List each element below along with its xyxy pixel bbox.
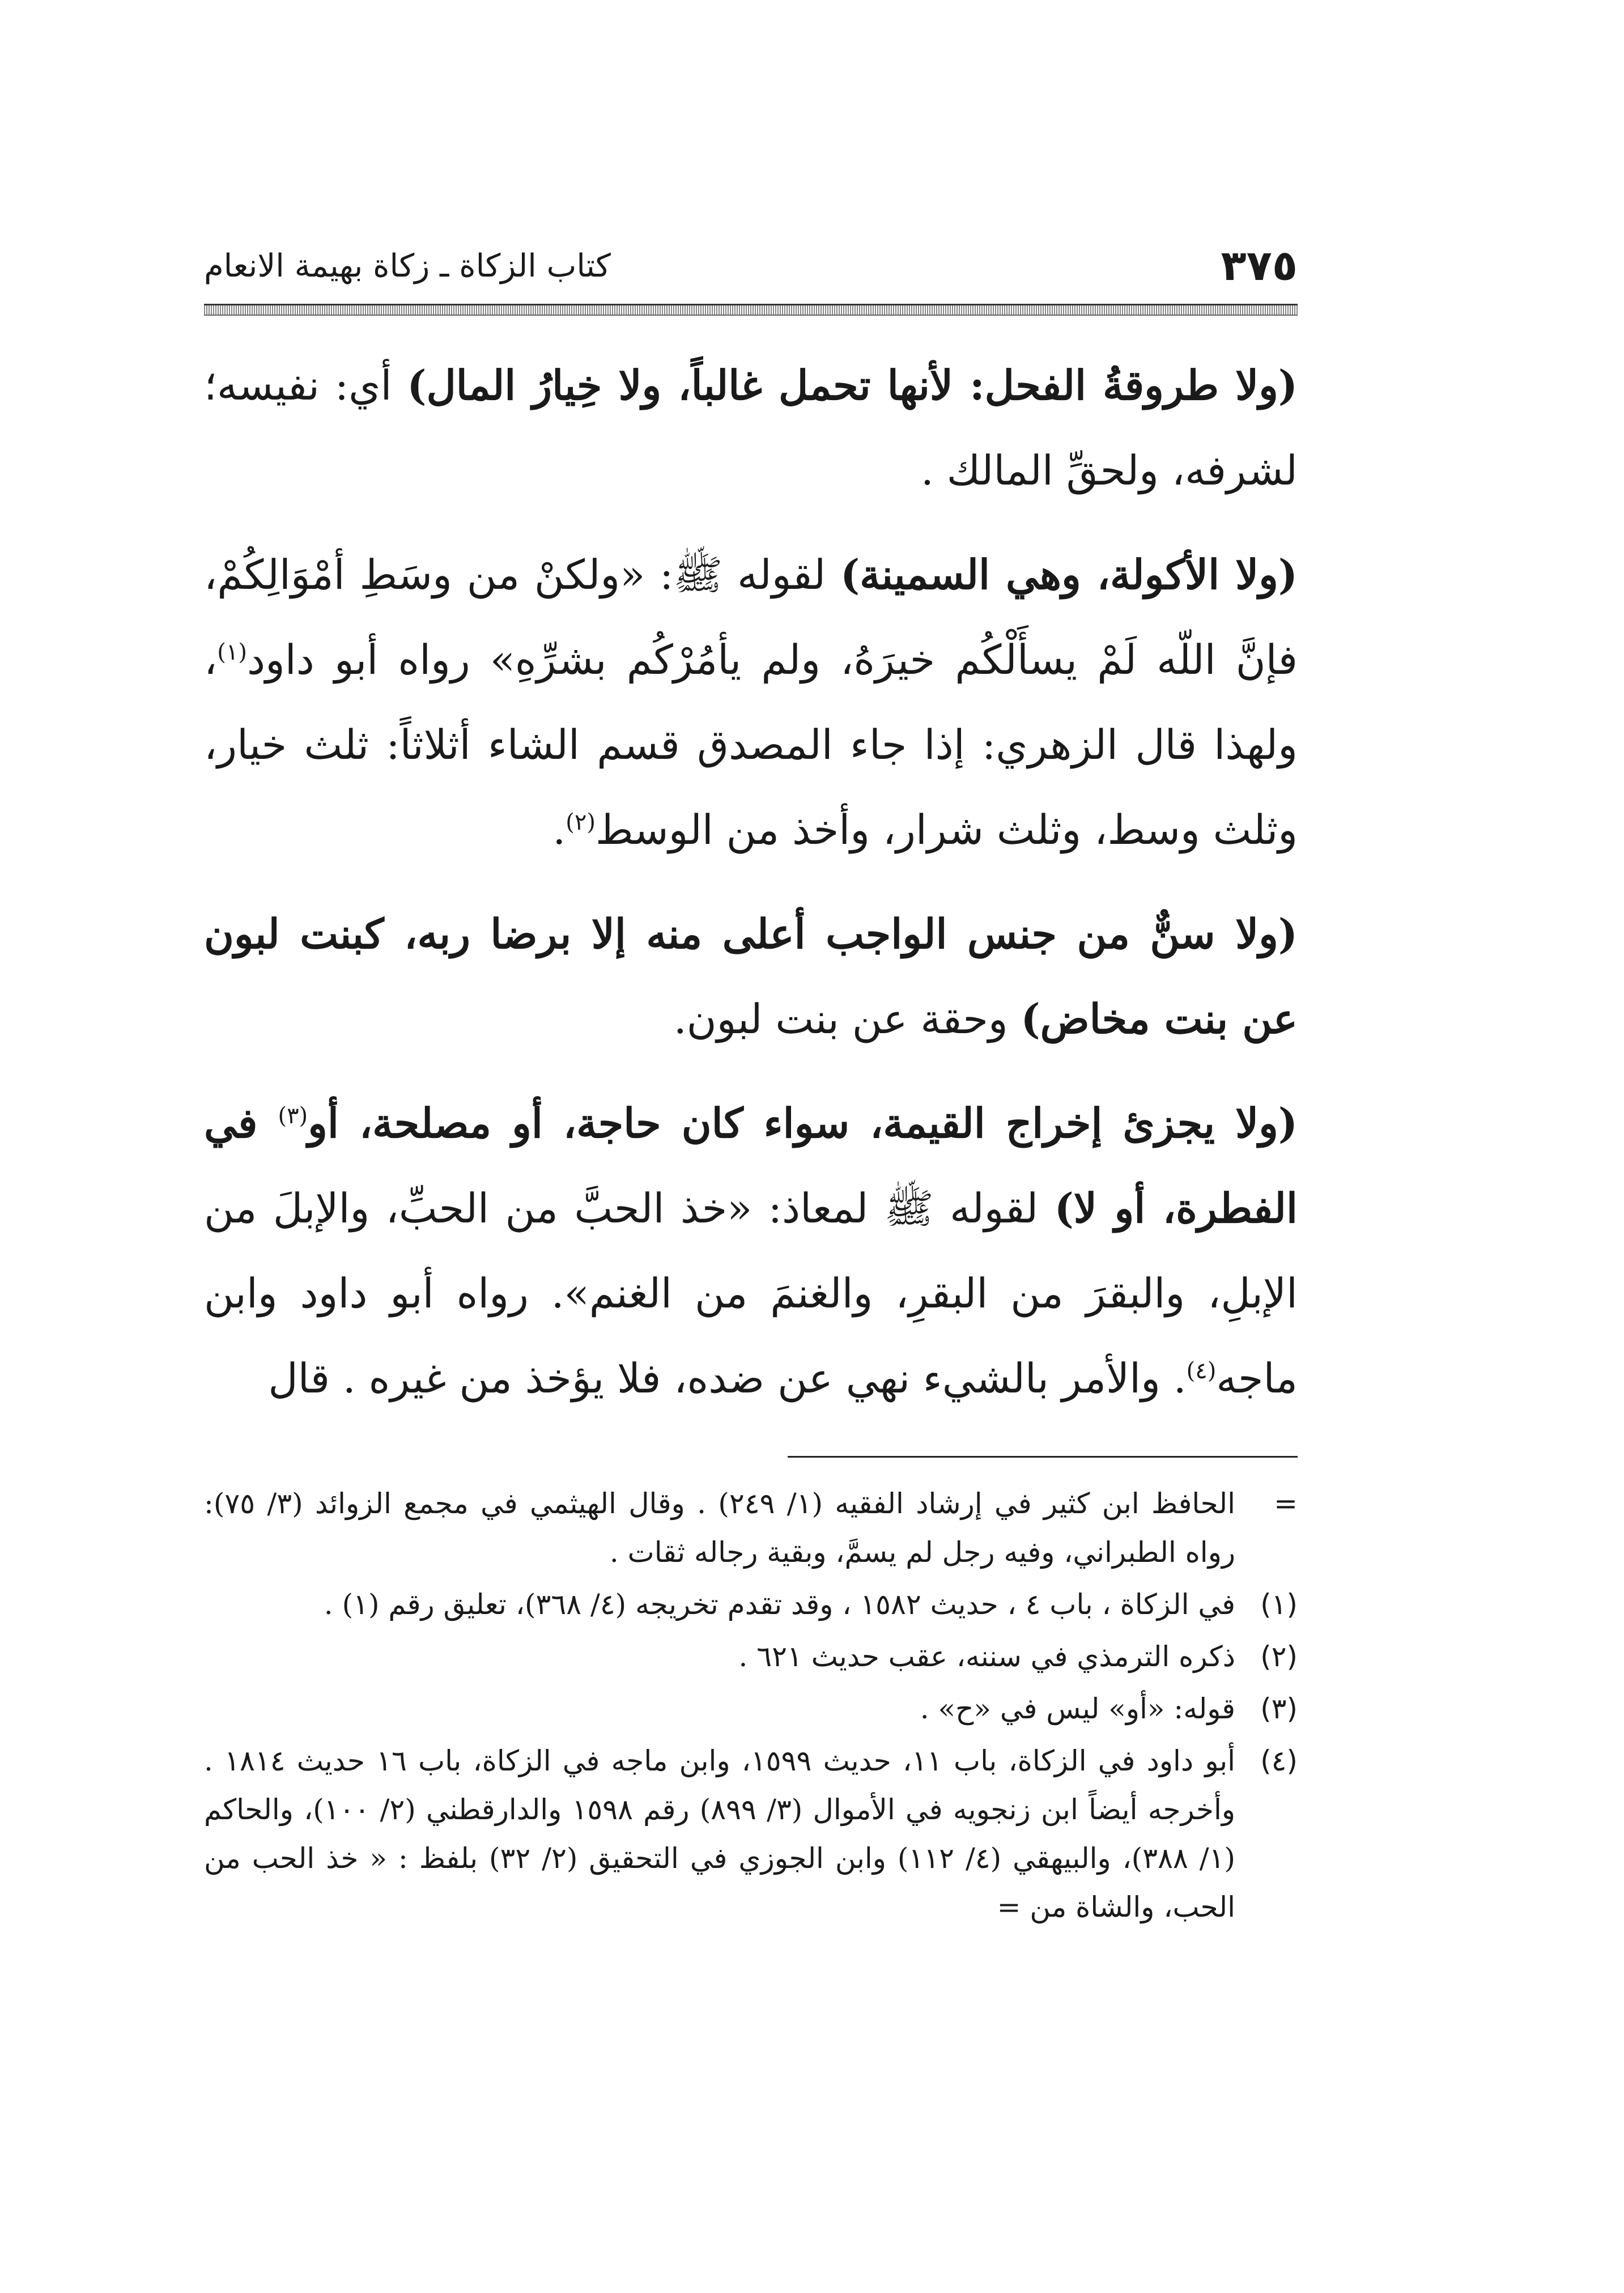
sharh-text: . xyxy=(552,806,566,853)
footnote-text: ذكره الترمذي في سننه، عقب حديث ٦٢١ . xyxy=(738,1640,1235,1673)
paragraph-2 xyxy=(204,532,1298,872)
sharh-text: . والأمر بالشيء نهي عن ضده، فلا يؤخذ من غيره . قال xyxy=(268,1354,1187,1402)
footnote-continued xyxy=(204,1479,1298,1577)
footnotes xyxy=(204,1479,1298,1931)
running-head xyxy=(204,238,1298,300)
sharh-text: أي: نفيسه؛ لشرفه، ولحقِّ المالك . xyxy=(204,362,1298,494)
matn-text: (ولا سنٌّ من جنس الواجب أعلى منه إلا برضا ربه، كبنت لبون عن بنت مخاض) xyxy=(204,910,1298,1043)
matn-text: في الفطرة، أو لا) xyxy=(204,1099,1298,1232)
main-text xyxy=(204,343,1298,1421)
book-page xyxy=(204,238,1298,1935)
footnote-3 xyxy=(204,1684,1298,1733)
footnote-text: الحافظ ابن كثير في إرشاد الفقيه (١/ ٢٤٩) . وقال الهيثمي في مجمع الزوائد (٣/ ٧٥): رواه الطبراني، وفيه رجل لم يسمَّ، وبقية رجاله ثقات . xyxy=(204,1487,1235,1569)
matn-text: (ولا الأكولة، وهي السمينة) xyxy=(840,550,1298,598)
footnote-reference[interactable]: (٣) xyxy=(278,1103,308,1129)
footnote-2 xyxy=(204,1632,1298,1681)
footnote-1 xyxy=(204,1580,1298,1629)
matn-text: (ولا طروقةُ الفحل: لأنها تحمل غالباً، ولا خِيارُ المال) xyxy=(407,361,1298,409)
paragraph-1 xyxy=(204,343,1298,513)
footnote-text: قوله: «أو» ليس في «ح» . xyxy=(920,1692,1235,1725)
sharh-text: لقوله ﷺ: «ولكنْ من وسَطِ أمْوَالِكُمْ، فإنَّ اللّه لَمْ يسأَلْكُم خيرَهُ، ولم يأمُرْكُم بشرِّهِ» رواه أبو داود xyxy=(204,551,1298,683)
sharh-text: وحقة عن بنت لبون. xyxy=(673,995,1021,1043)
footnote-marker: (٢) xyxy=(1260,1640,1298,1673)
page-number: ٣٧٥ xyxy=(1221,241,1298,290)
footnote-separator xyxy=(788,1456,1298,1458)
footnote-marker: = xyxy=(1274,1487,1298,1520)
footnote-marker: (٤) xyxy=(1260,1744,1298,1777)
matn-text: (ولا يجزئ إخراج القيمة، سواء كان حاجة، أو مصلحة، أو xyxy=(308,1099,1298,1147)
chapter-title: كتاب الزكاة ـ زكاة بهيمة الانعام xyxy=(204,248,611,284)
sharh-text: لقوله ﷺ لمعاذ: «خذ الحبَّ من الحبِّ، والإبلَ من الإبلِ، والبقرَ من البقرِ، والغنمَ من الغنم». رواه أبو داود وابن ماجه xyxy=(204,1184,1298,1402)
paragraph-4 xyxy=(204,1081,1298,1421)
header-rule xyxy=(204,304,1298,316)
footnote-reference[interactable]: (٤) xyxy=(1186,1358,1217,1384)
footnote-reference[interactable]: (١) xyxy=(217,639,247,665)
paragraph-3 xyxy=(204,891,1298,1061)
footnote-marker: (١) xyxy=(1260,1588,1298,1621)
footnote-text: أبو داود في الزكاة، باب ١١، حديث ١٥٩٩، وابن ماجه في الزكاة، باب ١٦ حديث ١٨١٤ . وأخرجه أيضاً ابن زنجويه في الأموال (٣/ ٨٩٩) رقم ١٥٩٨ والدارقطني (٢/ ١٠٠)، والحاكم (١/ ٣٨٨)، والبيهقي (٤/ ١١٢) وابن الجوزي في التحقيق (٢/ ٣٢) بلفظ : « خذ الحب من الحب، والشاة من = xyxy=(204,1744,1236,1923)
sharh-text: ، ولهذا قال الزهري: إذا جاء المصدق قسم الشاء أثلاثاً: ثلث خيار، وثلث وسط، وثلث شرار، وأخذ من الوسط xyxy=(204,636,1298,853)
footnote-text: في الزكاة ، باب ٤ ، حديث ١٥٨٢ ، وقد تقدم تخريجه (٤/ ٣٦٨)، تعليق رقم (١) . xyxy=(324,1588,1235,1621)
footnote-4 xyxy=(204,1736,1298,1931)
footnote-reference[interactable]: (٢) xyxy=(566,809,596,835)
footnote-marker: (٣) xyxy=(1260,1692,1298,1725)
